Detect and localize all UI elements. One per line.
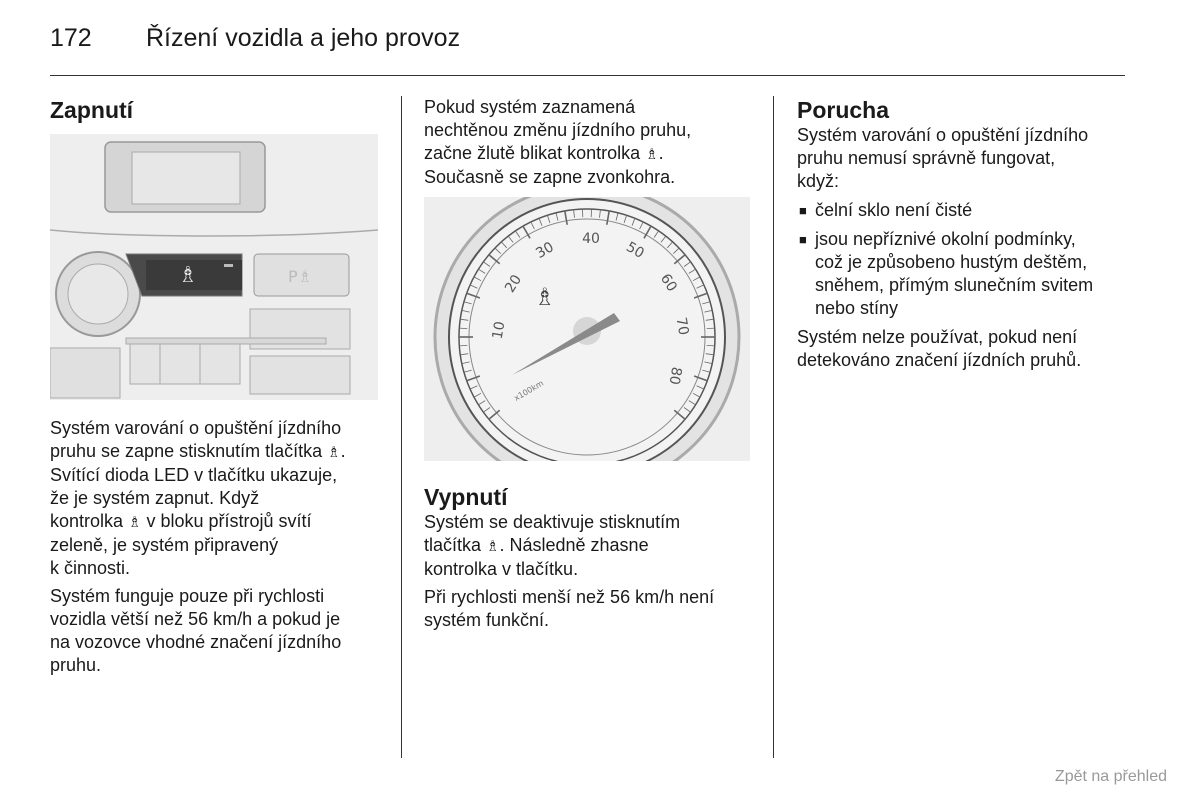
gauge-tick [459, 345, 467, 346]
fault-list [797, 199, 1137, 320]
list-item: ■ čelní sklo není čisté [797, 199, 1137, 222]
header-divider [50, 75, 1125, 76]
column-2 [424, 96, 764, 637]
heading-porucha: Porucha [797, 97, 890, 123]
heading-zapnuti: Zapnutí [50, 97, 134, 123]
gauge-label-20: 20 [502, 272, 526, 296]
gauge-lane-departure-icon: ♗ [534, 283, 556, 311]
lane-departure-icon: ♗ [645, 146, 659, 163]
lane-departure-icon: ♗ [128, 514, 142, 531]
gauge-label-70: 70 [672, 316, 692, 337]
gauge-label-50: 50 [623, 239, 647, 262]
page-number: 172 [50, 24, 92, 52]
back-to-overview-link[interactable]: Zpět na přehled [1054, 768, 1167, 785]
gauge-unit-label: x100km [512, 378, 546, 403]
gauge-label-80: 80 [665, 365, 685, 386]
gauge-label-40: 40 [582, 231, 600, 247]
gauge-label-60: 60 [656, 271, 680, 295]
page-title: Řízení vozidla a jeho provoz [146, 24, 461, 52]
paragraph-warning: Pokud systém zaznamená nechtěnou změnu jízdního pruhu, začne žlutě blikat kontrolka ♗. Současně se zapne zvonkohra. [424, 97, 692, 187]
paragraph-no-markings: Systém nelze používat, pokud není detekováno značení jízdních pruhů. [797, 327, 1082, 370]
column-divider-1 [401, 96, 402, 758]
paragraph-speed-condition: Systém funguje pouze při rychlosti vozidla větší než 56 km/h a pokud je na vozovce vhodné značení jízdního pruhu. [50, 586, 342, 675]
gauge-tick [459, 328, 467, 329]
gauge-label-30: 30 [533, 239, 557, 262]
dashboard-button-illustration [50, 134, 378, 400]
park-assist-button-icon: P♗ [288, 267, 312, 286]
column-1 [50, 96, 390, 682]
heading-vypnuti: Vypnutí [424, 484, 508, 510]
lane-departure-button-icon: ♗ [178, 263, 198, 288]
list-item: ■ jsou nepříznivé okolní podmínky, což je způsobeno hustým deštěm, sněhem, přímým slunečním svitem nebo stíny [797, 228, 1137, 320]
lane-departure-icon: ♗ [486, 538, 500, 555]
paragraph-low-speed: Při rychlosti menší než 56 km/h není systém funkční. [424, 587, 715, 630]
lane-departure-icon: ♗ [327, 444, 341, 461]
speedometer-illustration [424, 197, 750, 461]
paragraph-enable: Systém varování o opuštění jízdního pruhu se zapne stisknutím tlačítka ♗. Svítící dioda LED v tlačítku ukazuje, že je systém zapnut. Když kontrolka ♗ v bloku přístrojů svítí zeleně, je systém připravený k činnosti. [50, 418, 346, 578]
paragraph-fault-intro: Systém varování o opuštění jízdního pruhu nemusí správně fungovat, když: [797, 125, 1089, 191]
paragraph-disable: Systém se deaktivuje stisknutím tlačítka ♗. Následně zhasne kontrolka v tlačítku. [424, 512, 681, 579]
gauge-tick [707, 345, 715, 346]
column-divider-2 [773, 96, 774, 758]
column-3 [797, 96, 1137, 377]
gauge-tick [707, 328, 715, 329]
gauge-label-10: 10 [489, 320, 509, 341]
